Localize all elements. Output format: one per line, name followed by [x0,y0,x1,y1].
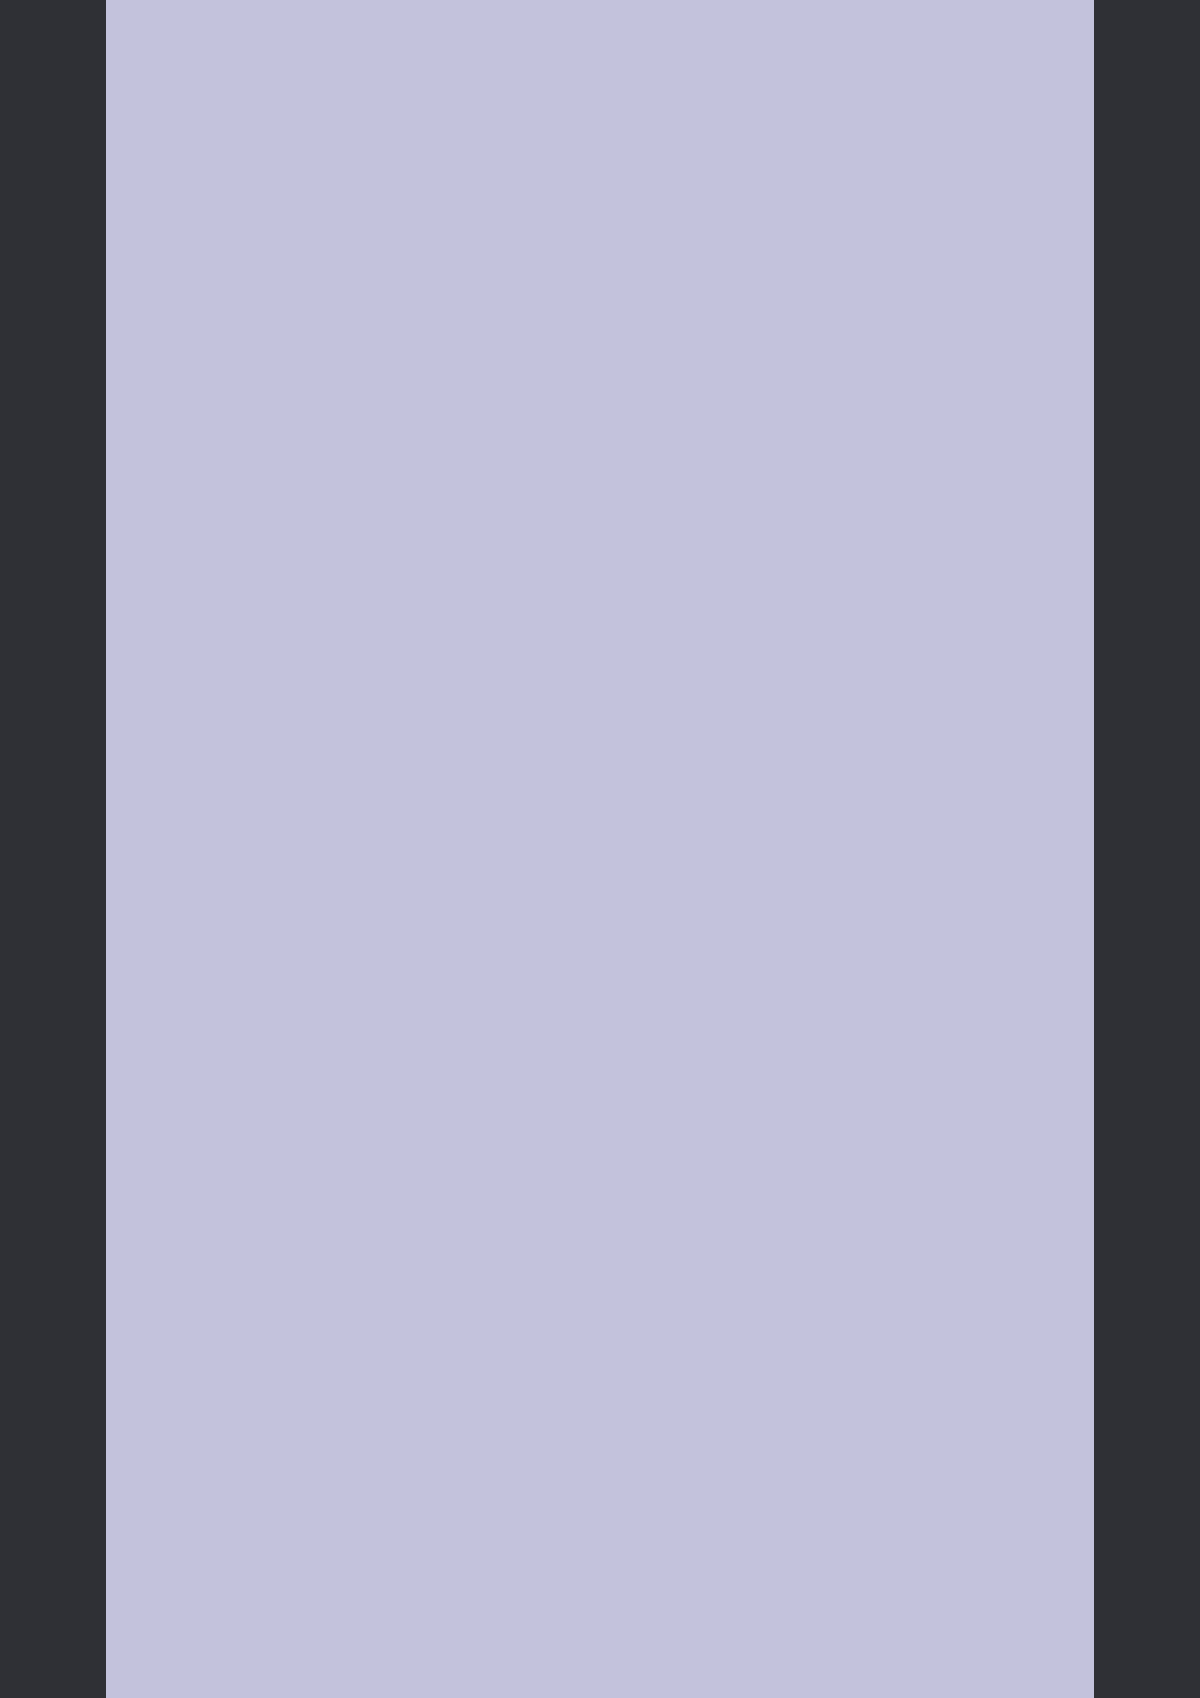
left-margin-bar [0,0,106,1698]
notebook-page [106,0,1094,1698]
handwriting-area [146,40,1054,1658]
right-margin-bar [1094,0,1200,1698]
